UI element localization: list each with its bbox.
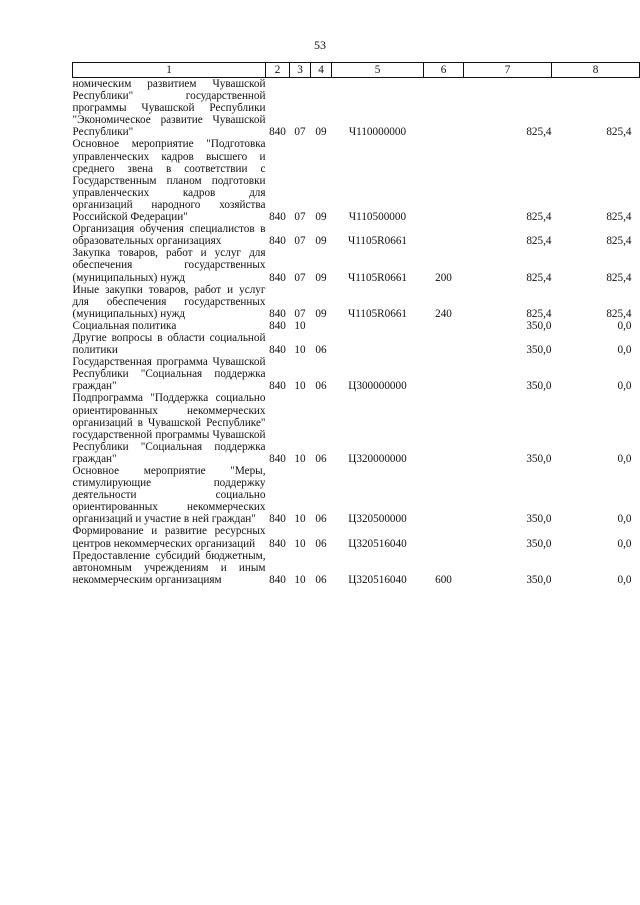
- budget-table: [72, 62, 640, 586]
- row-name: Закупка товаров, работ и услуг для обеспечения государственных (муниципальных) нужд: [72, 247, 266, 284]
- expense-type-code: [424, 465, 464, 525]
- expense-type-code: [424, 525, 464, 549]
- amount-execution: 0,0: [617, 344, 632, 357]
- amount-execution: 0,0: [617, 513, 632, 526]
- column-header: 8: [552, 63, 640, 78]
- expense-type-code: [424, 223, 464, 247]
- table-row: [73, 320, 640, 332]
- table-row: [73, 332, 640, 356]
- subsection-code: 09: [315, 235, 327, 248]
- subsection-code: 06: [315, 513, 327, 526]
- row-name: номическим развитием Чувашской Республики" государственной программы Чувашской Республики "Экономическое развитие Чувашской Республики": [72, 78, 266, 139]
- row-name: Основное мероприятие "Подготовка управленческих кадров высшего и среднего звена в соответствии с Государственным планом подготовки управленческих кадров для организаций народного хозяйства Российской Федерации": [72, 138, 266, 224]
- amount-plan: 825,4: [526, 211, 552, 224]
- admin-code: 840: [269, 452, 286, 465]
- subsection-code: 06: [315, 344, 327, 357]
- row-name: Иные закупки товаров, работ и услуг для обеспечения государственных (муниципальных) нужд: [72, 283, 266, 320]
- amount-execution: 0,0: [617, 452, 632, 465]
- amount-plan: 350,0: [526, 319, 552, 332]
- target-article-code: [332, 332, 424, 356]
- row-name: Формирование и развитие ресурсных центров некоммерческих организаций: [72, 525, 266, 550]
- table-row: [73, 392, 640, 465]
- target-article-code: Ц320000000: [348, 452, 407, 465]
- column-header: 1: [73, 63, 266, 78]
- amount-execution: 825,4: [606, 211, 632, 224]
- section-code: 07: [294, 126, 306, 139]
- section-code: 07: [294, 211, 306, 224]
- amount-plan: 825,4: [526, 126, 552, 139]
- admin-code: 840: [269, 537, 286, 550]
- amount-plan: 350,0: [526, 452, 552, 465]
- column-header: 2: [266, 63, 290, 78]
- row-name: Подпрограмма "Поддержка социально ориентированных некоммерческих организаций в Чувашской Республике" государственной программы Чувашской Республики "Социальная поддержка граждан": [72, 392, 266, 465]
- target-article-code: Ч1105R0661: [347, 307, 408, 320]
- table-row: [73, 78, 640, 139]
- expense-type-code: [424, 356, 464, 392]
- subsection-code: 06: [315, 380, 327, 393]
- section-code: 10: [294, 513, 306, 526]
- expense-type-code: 600: [435, 573, 452, 586]
- section-code: 10: [294, 537, 306, 550]
- table-row: [73, 550, 640, 586]
- admin-code: 840: [269, 380, 286, 393]
- amount-plan: 825,4: [526, 235, 552, 248]
- expense-type-code: [424, 320, 464, 332]
- admin-code: 840: [269, 344, 286, 357]
- subsection-code: [311, 320, 332, 332]
- admin-code: 840: [269, 573, 286, 586]
- section-code: 10: [294, 344, 306, 357]
- subsection-code: 09: [315, 271, 327, 284]
- amount-plan: 350,0: [526, 537, 552, 550]
- section-code: 07: [294, 235, 306, 248]
- subsection-code: 06: [315, 573, 327, 586]
- column-header: 7: [464, 63, 552, 78]
- admin-code: 840: [269, 126, 286, 139]
- column-header: 5: [332, 63, 424, 78]
- target-article-code: [332, 320, 424, 332]
- amount-plan: 350,0: [526, 344, 552, 357]
- table-row: [73, 356, 640, 392]
- amount-execution: 0,0: [617, 573, 632, 586]
- section-code: 07: [294, 307, 306, 320]
- amount-plan: 350,0: [526, 513, 552, 526]
- page-number: 53: [314, 38, 326, 52]
- target-article-code: Ц300000000: [348, 380, 407, 393]
- target-article-code: Ч110500000: [348, 211, 407, 224]
- table-row: [73, 525, 640, 549]
- expense-type-code: [424, 78, 464, 139]
- expense-type-code: 240: [435, 307, 452, 320]
- column-number-row: [73, 63, 640, 78]
- amount-execution: 0,0: [617, 319, 632, 332]
- amount-plan: 350,0: [526, 380, 552, 393]
- subsection-code: 06: [315, 452, 327, 465]
- target-article-code: Ч1105R0661: [347, 271, 408, 284]
- amount-plan: 350,0: [526, 573, 552, 586]
- column-header: 3: [290, 63, 311, 78]
- table-row: [73, 138, 640, 223]
- row-name: Другие вопросы в области социальной политики: [72, 331, 266, 357]
- target-article-code: Ц320516040: [348, 537, 407, 550]
- target-article-code: Ц320516040: [348, 573, 407, 586]
- expense-type-code: [424, 138, 464, 223]
- table-row: [73, 223, 640, 247]
- amount-execution: 825,4: [606, 235, 632, 248]
- row-name: Предоставление субсидий бюджетным, автономным учреждениям и иным некоммерческим организациям: [72, 549, 266, 586]
- admin-code: 840: [269, 211, 286, 224]
- column-header: 4: [311, 63, 332, 78]
- subsection-code: 06: [315, 537, 327, 550]
- expense-type-code: [424, 332, 464, 356]
- expense-type-code: [424, 392, 464, 465]
- admin-code: 840: [269, 235, 286, 248]
- amount-plan: 825,4: [526, 307, 552, 320]
- target-article-code: Ч110000000: [348, 126, 407, 139]
- row-name: Социальная политика: [72, 319, 177, 332]
- row-name: Организация обучения специалистов в образовательных организациях: [72, 223, 266, 248]
- expense-type-code: 200: [435, 271, 452, 284]
- admin-code: 840: [269, 271, 286, 284]
- admin-code: 840: [269, 307, 286, 320]
- amount-execution: 0,0: [617, 537, 632, 550]
- row-name: Основное мероприятие "Меры, стимулирующие поддержку деятельности социально ориентированных некоммерческих организаций и участие в ней граждан": [72, 465, 266, 526]
- section-code: 10: [294, 319, 306, 332]
- table-row: [73, 247, 640, 283]
- amount-execution: 825,4: [606, 126, 632, 139]
- subsection-code: 09: [315, 126, 327, 139]
- section-code: 10: [294, 452, 306, 465]
- amount-plan: 825,4: [526, 271, 552, 284]
- column-header: 6: [424, 63, 464, 78]
- target-article-code: Ч1105R0661: [347, 235, 408, 248]
- table-row: [73, 465, 640, 525]
- amount-execution: 825,4: [606, 307, 632, 320]
- subsection-code: 09: [315, 211, 327, 224]
- row-name: Государственная программа Чувашской Республики "Социальная поддержка граждан": [72, 356, 266, 393]
- admin-code: 840: [269, 319, 286, 332]
- amount-execution: 825,4: [606, 271, 632, 284]
- table-row: [73, 284, 640, 320]
- amount-execution: 0,0: [617, 380, 632, 393]
- section-code: 10: [294, 573, 306, 586]
- section-code: 10: [294, 380, 306, 393]
- admin-code: 840: [269, 513, 286, 526]
- section-code: 07: [294, 271, 306, 284]
- target-article-code: Ц320500000: [348, 513, 407, 526]
- subsection-code: 09: [315, 307, 327, 320]
